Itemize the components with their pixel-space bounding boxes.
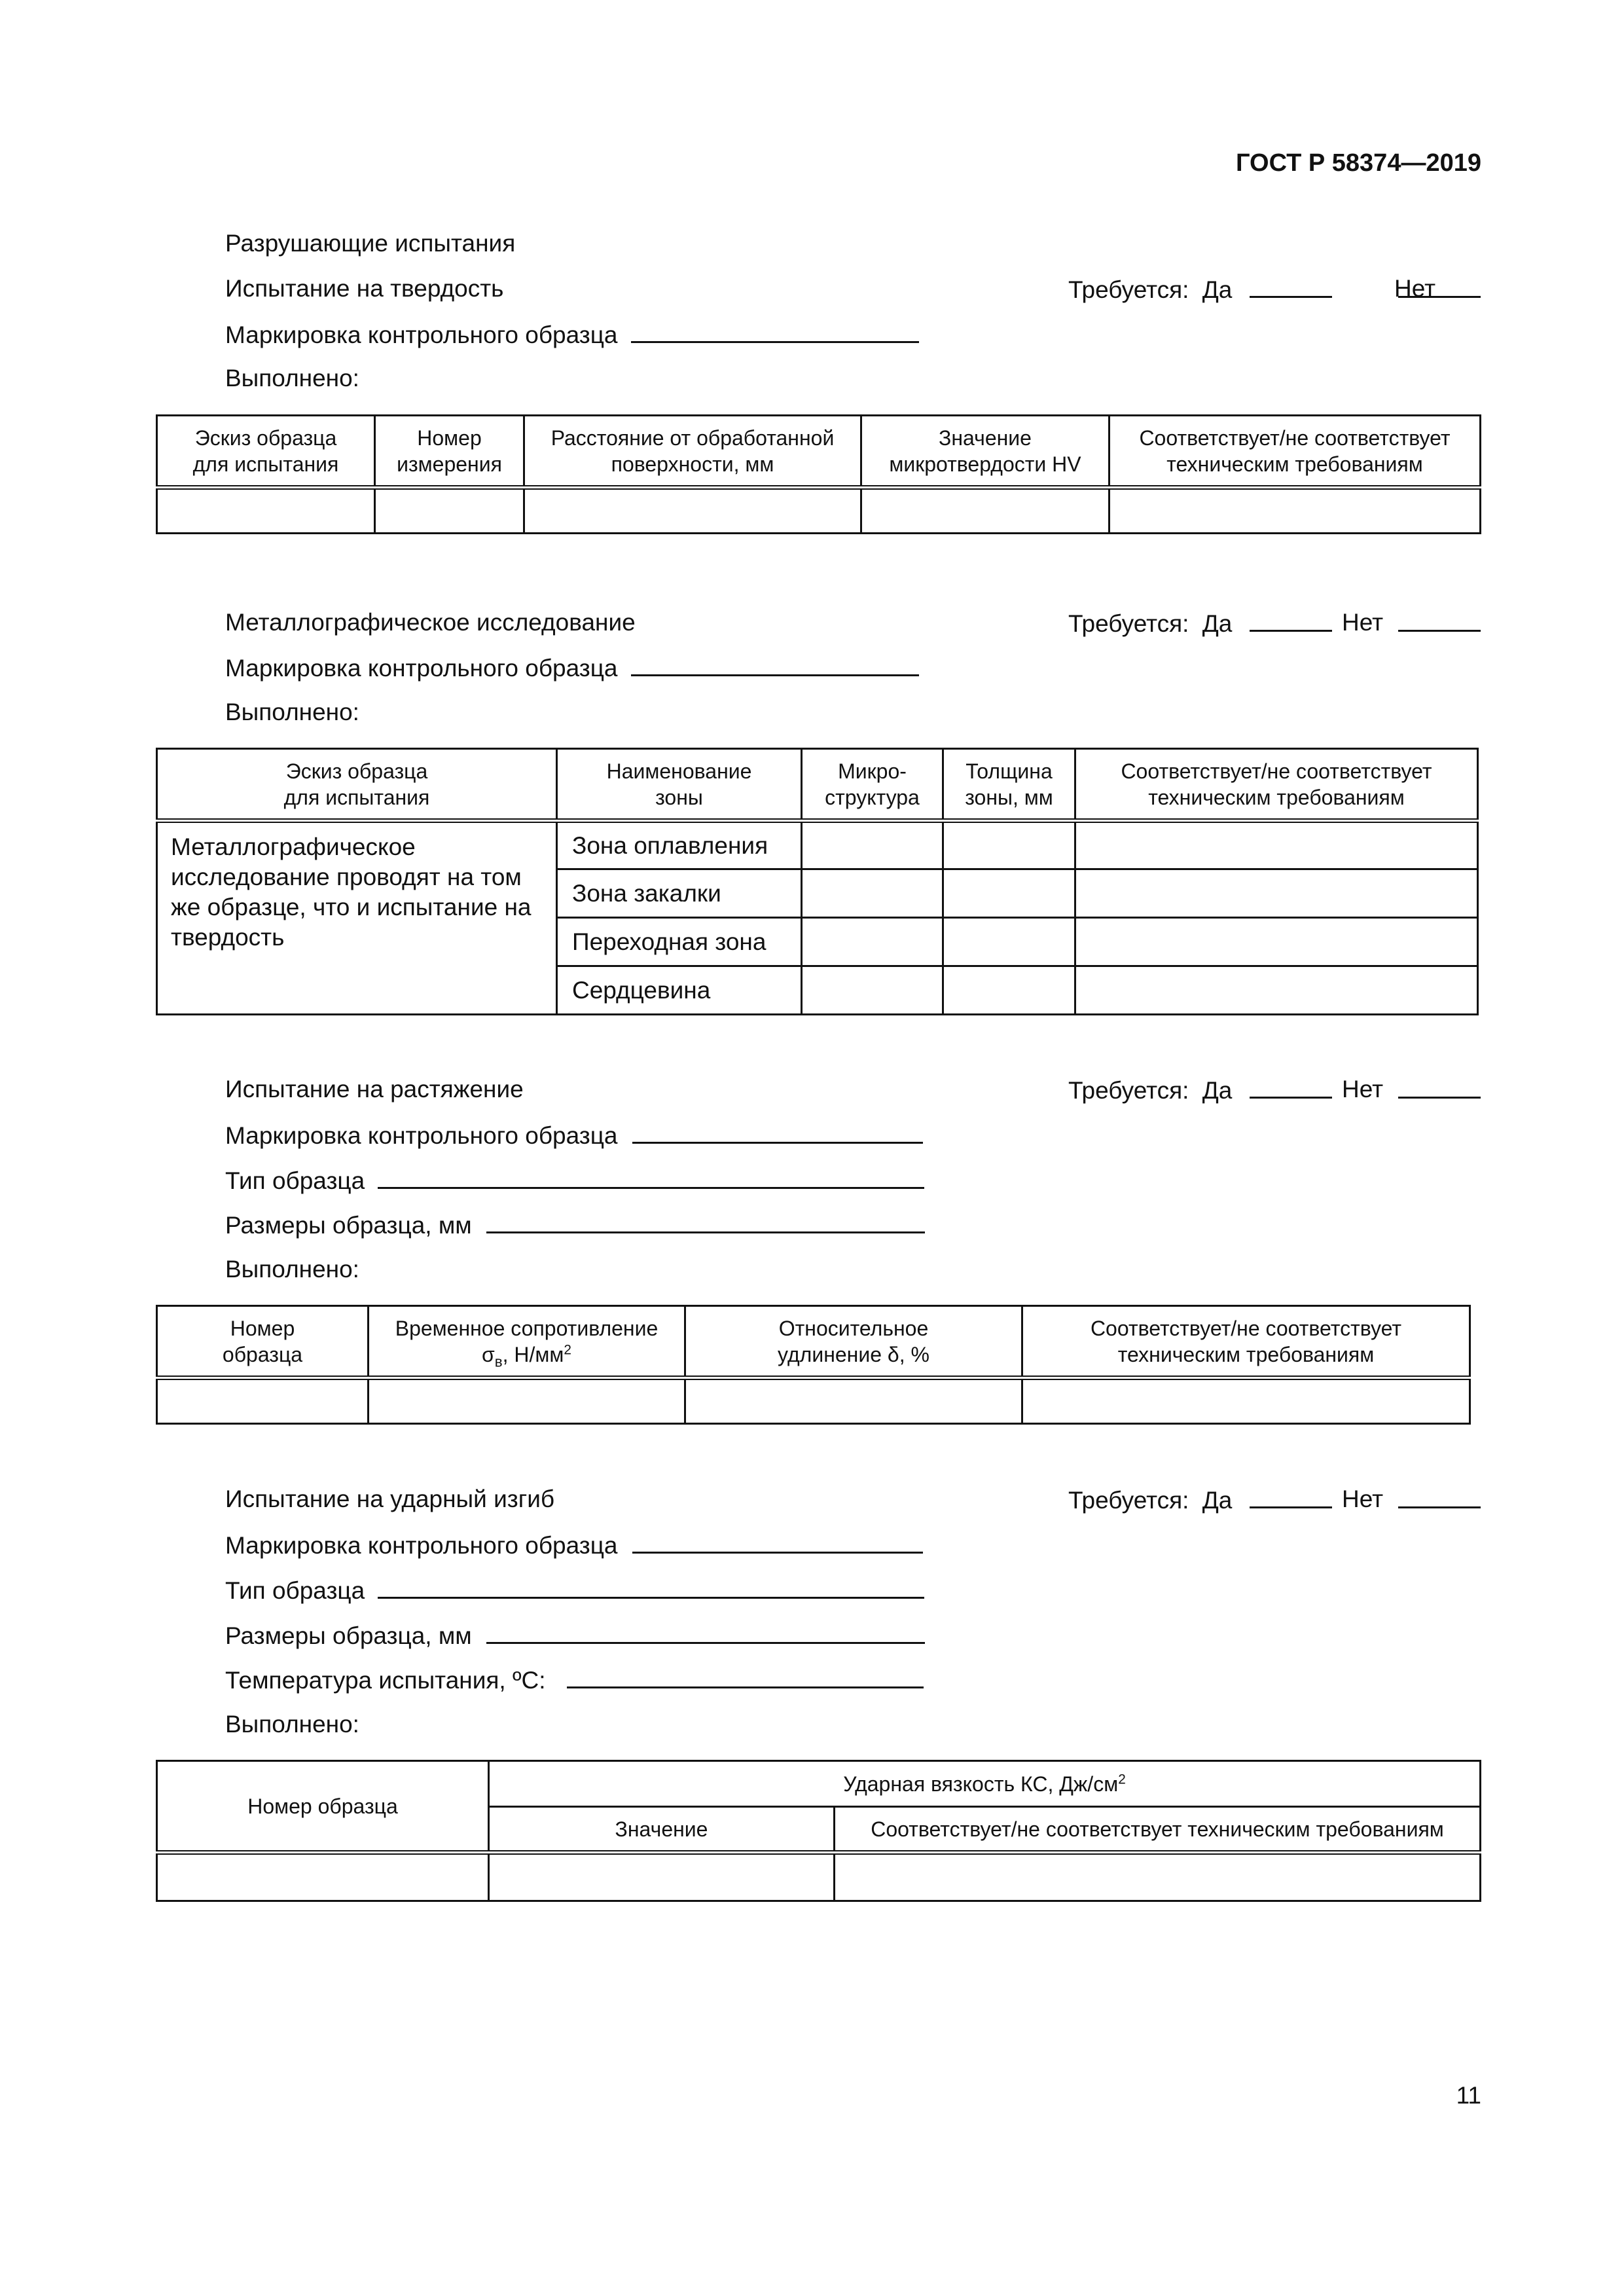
specimen-size-field[interactable] [486,1212,925,1233]
zone-name-cell: Зона закалки [557,869,802,918]
marking-field[interactable] [632,1532,923,1554]
impact-table [156,1760,1481,1902]
tensile-done: Выполнено: [225,1256,359,1283]
header-cell-complies: Соответствует/не соответствует техническим требованиям [1022,1306,1470,1378]
tensile-specimen-type [225,1167,924,1193]
table-cell[interactable] [157,1378,369,1424]
required-yes-label: Да [1202,1077,1233,1104]
required-no-field[interactable] [1398,610,1481,632]
hardness-marking [225,321,919,347]
table-cell[interactable] [943,918,1075,966]
hardness-table [156,414,1481,534]
marking-label: Маркировка контрольного образца [225,655,618,682]
specimen-size-label: Размеры образца, мм [225,1622,472,1649]
header-cell-toughness: Ударная вязкость КС, $Дж/см^2$ [489,1761,1481,1807]
header-cell-specimen-no: Номер образца [157,1761,489,1853]
table-cell[interactable] [489,1853,835,1901]
required-yes-label: Да [1202,276,1233,303]
temperature-field[interactable] [567,1667,924,1688]
marking-label: Маркировка контрольного образца [225,321,618,348]
required-yes-field[interactable] [1250,1487,1332,1508]
required-no-label: Нет [1342,609,1384,636]
tensile-required [1068,1077,1481,1102]
metallography-table [156,748,1479,1015]
metallography-note: Металлографическое исследование проводят на том же образце, что и испытание на твердость [157,821,557,1015]
tensile-table [156,1305,1471,1425]
table-cell[interactable] [685,1378,1022,1424]
required-no-field[interactable] [1398,1487,1481,1508]
table-cell[interactable] [943,966,1075,1015]
marking-field[interactable] [631,655,919,676]
table-cell[interactable] [1075,966,1478,1015]
metallography-marking [225,655,919,680]
marking-label: Маркировка контрольного образца [225,1532,618,1559]
impact-temperature [225,1667,924,1692]
table-cell[interactable] [802,966,943,1015]
impact-specimen-type [225,1577,924,1603]
section-title-destructive: Разрушающие испытания [225,230,516,257]
table-cell[interactable] [1022,1378,1470,1424]
required-no-field[interactable] [1398,276,1481,298]
table-cell[interactable] [1075,821,1478,869]
marking-field[interactable] [632,1122,923,1144]
table-cell[interactable] [835,1853,1481,1901]
required-yes-label: Да [1202,610,1233,637]
table-cell[interactable] [802,821,943,869]
required-yes-field[interactable] [1250,610,1332,632]
page-number: 11 [1456,2082,1481,2109]
header-cell-measure-no: Номер измерения [375,416,524,488]
marking-label: Маркировка контрольного образца [225,1122,618,1149]
table-cell[interactable] [943,869,1075,918]
impact-marking [225,1532,923,1558]
table-cell[interactable] [157,488,375,534]
table-row [157,488,1481,534]
hardness-required [1068,276,1481,302]
standard-number: ГОСТ Р 58374—2019 [1236,149,1481,177]
table-cell[interactable] [1110,488,1481,534]
zone-name-cell: Переходная зона [557,918,802,966]
temperature-label: Температура испытания, ºС: [225,1667,546,1694]
metallography-done: Выполнено: [225,699,359,725]
table-cell[interactable] [943,821,1075,869]
marking-field[interactable] [631,321,919,343]
specimen-size-label: Размеры образца, мм [225,1212,472,1239]
table-cell[interactable] [802,918,943,966]
required-yes-field[interactable] [1250,1077,1332,1099]
zone-name-cell: Зона оплавления [557,821,802,869]
required-no-field[interactable] [1398,1077,1481,1099]
table-row [157,1853,1481,1901]
header-cell-distance: Расстояние от обработанной поверхности, мм [524,416,861,488]
required-label: Требуется: [1068,1077,1189,1104]
specimen-type-label: Тип образца [225,1167,365,1194]
tensile-title: Испытание на растяжение [225,1076,524,1102]
table-row [157,821,1478,869]
required-label: Требуется: [1068,610,1189,637]
header-cell-complies: Соответствует/не соответствует техническим требованиям [1075,749,1478,821]
header-cell-sketch: Эскиз образца для испытания [157,416,375,488]
hardness-title: Испытание на твердость [225,275,504,302]
table-cell[interactable] [861,488,1110,534]
specimen-type-field[interactable] [378,1167,924,1189]
header-cell-tensile-strength: Временное сопротивление $\sigma_в$, $Н/мм^2$ [369,1306,685,1378]
specimen-type-label: Тип образца [225,1577,365,1604]
table-header-row [157,749,1478,821]
specimen-size-field[interactable] [486,1622,925,1644]
table-header-row [157,1306,1470,1378]
required-label: Требуется: [1068,276,1189,303]
header-cell-microhardness: Значение микротвердости HV [861,416,1110,488]
header-cell-specimen-no: Номер образца [157,1306,369,1378]
table-row [157,1378,1470,1424]
table-cell[interactable] [1075,869,1478,918]
table-cell[interactable] [369,1378,685,1424]
required-yes-label: Да [1202,1487,1233,1514]
table-header-row [157,416,1481,488]
metallography-required [1068,610,1481,636]
required-no-label: Нет [1394,275,1436,302]
table-cell[interactable] [524,488,861,534]
required-yes-field[interactable] [1250,276,1332,298]
impact-specimen-size [225,1622,925,1648]
hardness-done: Выполнено: [225,365,359,392]
table-cell[interactable] [157,1853,489,1901]
table-cell[interactable] [802,869,943,918]
header-cell-value: Значение [489,1807,835,1853]
header-cell-zone-name: Наименование зоны [557,749,802,821]
table-cell[interactable] [1075,918,1478,966]
required-label: Требуется: [1068,1487,1189,1514]
metallography-title: Металлографическое исследование [225,609,636,636]
header-cell-complies: Соответствует/не соответствует техническим требованиям [1110,416,1481,488]
tensile-marking [225,1122,923,1148]
header-cell-sketch: Эскиз образца для испытания [157,749,557,821]
impact-required [1068,1487,1481,1512]
header-cell-microstructure: Микро- структура [802,749,943,821]
header-cell-elongation: Относительное удлинение δ, % [685,1306,1022,1378]
header-cell-complies: Соответствует/не соответствует техническим требованиям [835,1807,1481,1853]
required-no-label: Нет [1342,1485,1384,1512]
header-cell-zone-thickness: Толщина зоны, мм [943,749,1075,821]
table-cell[interactable] [375,488,524,534]
specimen-type-field[interactable] [378,1577,924,1599]
required-no-label: Нет [1342,1076,1384,1102]
zone-name-cell: Сердцевина [557,966,802,1015]
impact-done: Выполнено: [225,1711,359,1738]
table-header-row [157,1761,1481,1807]
impact-title: Испытание на ударный изгиб [225,1485,555,1512]
tensile-specimen-size [225,1212,925,1237]
